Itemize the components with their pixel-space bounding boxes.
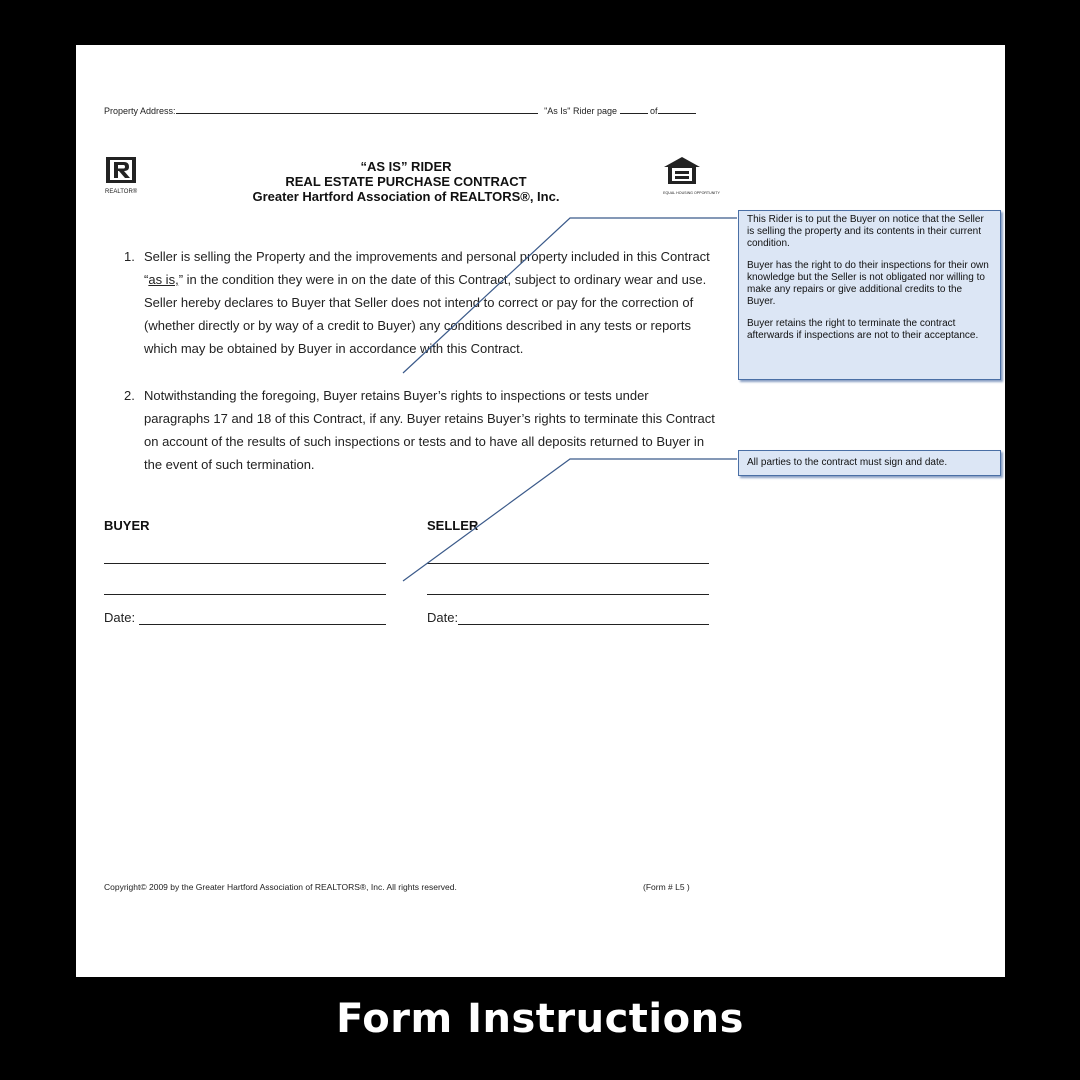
note-rider-explanation bbox=[738, 210, 1001, 380]
buyer-signature-line-1[interactable] bbox=[104, 563, 386, 564]
seller-label: SELLER bbox=[427, 518, 479, 533]
buyer-date-label: Date: bbox=[104, 610, 136, 625]
buyer-date-line[interactable] bbox=[139, 624, 386, 625]
seller-signature-line-1[interactable] bbox=[427, 563, 709, 564]
document-title bbox=[236, 159, 576, 204]
title-line-2: REAL ESTATE PURCHASE CONTRACT bbox=[285, 174, 527, 189]
note-2-text: All parties to the contract must sign and date. bbox=[747, 457, 948, 468]
page-label: "As Is" Rider page bbox=[544, 106, 617, 116]
realtor-logo bbox=[105, 156, 141, 196]
document-page bbox=[76, 45, 1005, 977]
note-1-paragraph-2: Buyer has the right to do their inspections for their own knowledge but the Seller is not obligated nor willing to make any repairs or give additional credits to the Buyer. bbox=[747, 260, 989, 307]
clause-1-number: 1. bbox=[124, 249, 135, 264]
property-address-label: Property Address: bbox=[104, 106, 176, 116]
property-address-field[interactable] bbox=[176, 104, 538, 114]
clause-2-text: Notwithstanding the foregoing, Buyer retains Buyer’s rights to inspections or tests under paragraphs 17 and 18 of this Contract, if any. Buyer retains Buyer’s rights to terminate this Contract on account of the results of such inspections or tests and to have all deposits returned to Buyer in the event of such termination. bbox=[144, 388, 715, 472]
property-address-row bbox=[104, 104, 696, 116]
equal-housing-icon bbox=[663, 156, 701, 186]
buyer-signature-line-2[interactable] bbox=[104, 594, 386, 595]
form-number: (Form # L5 ) bbox=[643, 882, 690, 892]
equal-housing-caption: EQUAL HOUSING OPPORTUNITY bbox=[663, 190, 720, 195]
clause-1-text-start: Seller is selling the Property and the improvements and personal property included in this Contract “ bbox=[144, 249, 710, 287]
realtor-r-icon bbox=[105, 156, 139, 184]
copyright-text: Copyright© 2009 by the Greater Hartford Association of REALTORS®, Inc. All rights reserved. bbox=[104, 882, 457, 892]
clause-1-text bbox=[144, 245, 716, 360]
note-sign-and-date bbox=[738, 450, 1001, 476]
title-line-3: Greater Hartford Association of REALTORS®, Inc. bbox=[252, 189, 560, 204]
equal-housing-logo bbox=[661, 156, 720, 196]
page-total-field[interactable] bbox=[658, 104, 696, 114]
realtor-caption: REALTOR® bbox=[105, 189, 138, 195]
of-label: of bbox=[650, 106, 658, 116]
seller-date-line[interactable] bbox=[458, 624, 709, 625]
note-1-paragraph-1: This Rider is to put the Buyer on notice that the Seller is selling the property and its contents in their current condition. bbox=[747, 214, 984, 249]
as-is-underlined: as is, bbox=[148, 272, 179, 287]
title-line-1: “AS IS” RIDER bbox=[360, 159, 452, 174]
page-caption: Form Instructions bbox=[336, 996, 744, 1042]
seller-signature-line-2[interactable] bbox=[427, 594, 709, 595]
buyer-label: BUYER bbox=[104, 518, 150, 533]
page-number-field[interactable] bbox=[620, 104, 648, 114]
clause-2-number: 2. bbox=[124, 388, 135, 403]
seller-date-label: Date: bbox=[427, 610, 459, 625]
clause-1-text-end: ” in the condition they were in on the date of this Contract, subject to ordinary wear and use. Seller hereby declares to Buyer that Seller does not intend to correct or pay for the correction of (whether directly or by way of a credit to Buyer) any conditions described in any tests or reports which may be obtained by Buyer in accordance with this Contract. bbox=[144, 272, 707, 356]
note-1-paragraph-3: Buyer retains the right to terminate the contract afterwards if inspections are not to their acceptance. bbox=[747, 318, 979, 341]
